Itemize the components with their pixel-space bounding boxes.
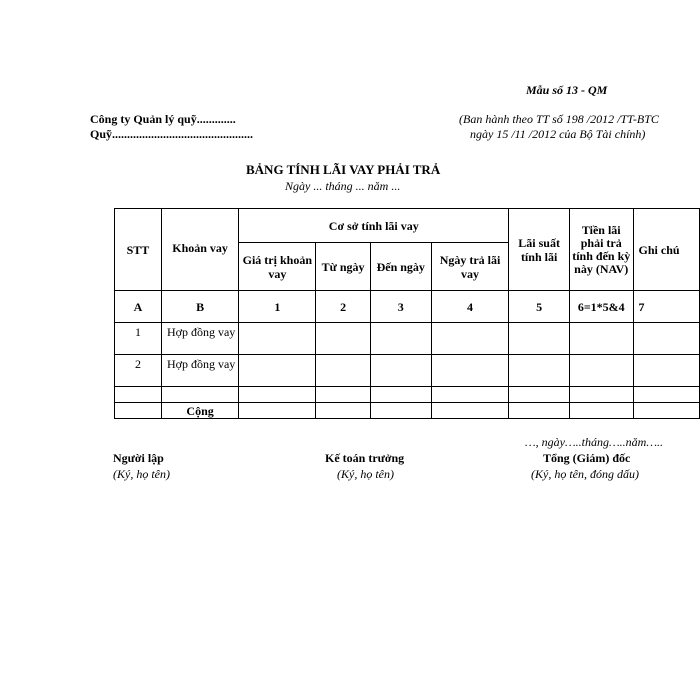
code-cell: 6=1*5&4 bbox=[569, 291, 633, 323]
table-row bbox=[115, 387, 700, 403]
empty-cell bbox=[239, 403, 316, 419]
empty-cell bbox=[370, 355, 431, 387]
empty-cell bbox=[633, 387, 699, 403]
empty-cell bbox=[431, 323, 509, 355]
empty-cell bbox=[569, 403, 633, 419]
empty-cell bbox=[161, 387, 238, 403]
code-cell: 5 bbox=[509, 291, 570, 323]
empty-cell bbox=[370, 323, 431, 355]
total-row bbox=[115, 403, 700, 419]
empty-cell bbox=[316, 387, 370, 403]
empty-cell bbox=[431, 355, 509, 387]
preparer-title: Người lập bbox=[113, 451, 164, 465]
header-from-date: Từ ngày bbox=[316, 243, 370, 291]
header-loan: Khoản vay bbox=[161, 209, 238, 291]
table-row bbox=[115, 323, 700, 355]
document-date-line: Ngày ... tháng ... năm ... bbox=[285, 179, 401, 193]
empty-cell bbox=[569, 323, 633, 355]
empty-cell bbox=[370, 387, 431, 403]
header-payment-date: Ngày trả lãi vay bbox=[431, 243, 509, 291]
code-cell: 1 bbox=[239, 291, 316, 323]
company-line: Công ty Quản lý quỹ............. bbox=[90, 112, 236, 126]
empty-cell bbox=[569, 355, 633, 387]
header-interest: Tiền lãi phải trả tính đến kỳ này (NAV) bbox=[569, 209, 633, 291]
document-title: BẢNG TÍNH LÃI VAY PHẢI TRẢ bbox=[246, 162, 441, 177]
empty-cell bbox=[509, 323, 570, 355]
empty-cell bbox=[115, 387, 162, 403]
director-note: (Ký, họ tên, đóng dấu) bbox=[531, 467, 639, 481]
code-cell: 2 bbox=[316, 291, 370, 323]
total-label: Cộng bbox=[161, 403, 238, 419]
empty-cell bbox=[316, 323, 370, 355]
empty-cell bbox=[115, 403, 162, 419]
signature-date-line: …, ngày…..tháng…..năm….. bbox=[525, 435, 664, 449]
row-stt: 2 bbox=[115, 355, 162, 387]
row-loan: Hợp đồng vay bbox=[161, 323, 238, 355]
code-cell: 4 bbox=[431, 291, 509, 323]
header-rate: Lãi suất tính lãi bbox=[509, 209, 570, 291]
table-row bbox=[115, 355, 700, 387]
empty-cell bbox=[509, 403, 570, 419]
empty-cell bbox=[239, 323, 316, 355]
empty-cell bbox=[431, 403, 509, 419]
empty-cell bbox=[239, 387, 316, 403]
empty-cell bbox=[509, 387, 570, 403]
empty-cell bbox=[633, 355, 699, 387]
header-basis: Cơ sở tính lãi vay bbox=[239, 209, 509, 243]
header-stt: STT bbox=[115, 209, 162, 291]
empty-cell bbox=[316, 403, 370, 419]
director-title: Tổng (Giám) đốc bbox=[543, 451, 631, 465]
empty-cell bbox=[239, 355, 316, 387]
empty-cell bbox=[633, 323, 699, 355]
empty-cell bbox=[509, 355, 570, 387]
code-cell: B bbox=[161, 291, 238, 323]
preparer-note: (Ký, họ tên) bbox=[113, 467, 170, 481]
accountant-title: Kế toán trưởng bbox=[325, 451, 405, 465]
header-to-date: Đến ngày bbox=[370, 243, 431, 291]
empty-cell bbox=[370, 403, 431, 419]
accountant-note: (Ký, họ tên) bbox=[337, 467, 394, 481]
header-note: Ghi chú bbox=[633, 209, 699, 291]
loan-interest-table bbox=[114, 208, 700, 419]
form-number: Mẫu số 13 - QM bbox=[526, 83, 608, 97]
code-cell: 3 bbox=[370, 291, 431, 323]
row-loan: Hợp đồng vay bbox=[161, 355, 238, 387]
empty-cell bbox=[431, 387, 509, 403]
fund-line: Quỹ............................................... bbox=[90, 127, 254, 141]
issued-by-line-2: ngày 15 /11 /2012 của Bộ Tài chính) bbox=[470, 127, 646, 141]
empty-cell bbox=[569, 387, 633, 403]
row-stt: 1 bbox=[115, 323, 162, 355]
issued-by-line-1: (Ban hành theo TT số 198 /2012 /TT-BTC bbox=[459, 112, 659, 126]
header-loan-value: Giá trị khoản vay bbox=[239, 243, 316, 291]
empty-cell bbox=[316, 355, 370, 387]
code-cell: 7 bbox=[633, 291, 699, 323]
code-cell: A bbox=[115, 291, 162, 323]
empty-cell bbox=[633, 403, 699, 419]
